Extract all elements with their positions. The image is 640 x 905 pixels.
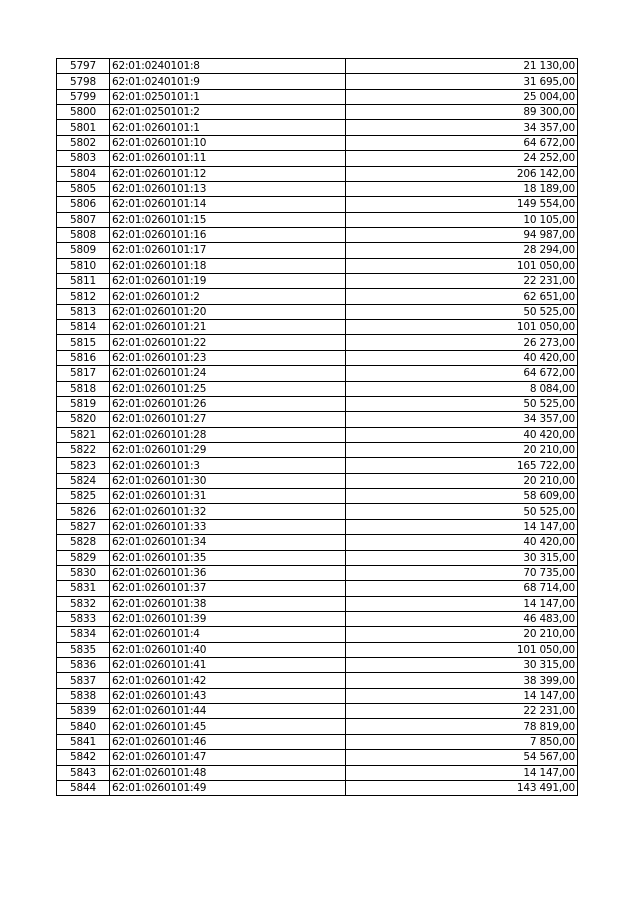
cadastral-value: 89 300,00 [346,105,578,120]
cadastral-number: 62:01:0260101:46 [110,734,346,749]
cadastral-value: 25 004,00 [346,89,578,104]
cadastral-value: 68 714,00 [346,581,578,596]
row-number: 5818 [57,381,110,396]
cadastral-value: 14 147,00 [346,765,578,780]
cadastral-value: 30 315,00 [346,658,578,673]
cadastral-number: 62:01:0260101:31 [110,489,346,504]
cadastral-value: 64 672,00 [346,135,578,150]
row-number: 5807 [57,212,110,227]
cadastral-number: 62:01:0260101:47 [110,750,346,765]
table-row [57,704,578,719]
row-number: 5801 [57,120,110,135]
row-number: 5825 [57,489,110,504]
table-row [57,688,578,703]
row-number: 5806 [57,197,110,212]
row-number: 5836 [57,658,110,673]
row-number: 5830 [57,565,110,580]
table-row [57,765,578,780]
table-row [57,535,578,550]
cadastral-number: 62:01:0260101:23 [110,350,346,365]
cadastral-number: 62:01:0260101:36 [110,565,346,580]
row-number: 5834 [57,627,110,642]
table-row [57,166,578,181]
cadastral-value: 78 819,00 [346,719,578,734]
table-row [57,289,578,304]
row-number: 5800 [57,105,110,120]
table-body [57,59,578,796]
cadastral-value: 38 399,00 [346,673,578,688]
cadastral-value: 50 525,00 [346,396,578,411]
cadastral-number: 62:01:0260101:41 [110,658,346,673]
cadastral-value: 14 147,00 [346,519,578,534]
row-number: 5829 [57,550,110,565]
table-row [57,396,578,411]
cadastral-value: 58 609,00 [346,489,578,504]
cadastral-value: 8 084,00 [346,381,578,396]
row-number: 5810 [57,258,110,273]
cadastral-number: 62:01:0260101:10 [110,135,346,150]
cadastral-value: 20 210,00 [346,473,578,488]
cadastral-value: 34 357,00 [346,120,578,135]
row-number: 5839 [57,704,110,719]
cadastral-number: 62:01:0260101:43 [110,688,346,703]
cadastral-value: 31 695,00 [346,74,578,89]
cadastral-number: 62:01:0260101:38 [110,596,346,611]
table-row [57,596,578,611]
table-row [57,258,578,273]
cadastral-number: 62:01:0260101:16 [110,227,346,242]
cadastral-value: 101 050,00 [346,320,578,335]
table-row [57,719,578,734]
table-row [57,734,578,749]
table-row [57,473,578,488]
row-number: 5833 [57,611,110,626]
table-row [57,458,578,473]
cadastral-value: 14 147,00 [346,596,578,611]
cadastral-number: 62:01:0260101:2 [110,289,346,304]
row-number: 5809 [57,243,110,258]
table-row [57,412,578,427]
row-number: 5808 [57,227,110,242]
cadastral-value: 34 357,00 [346,412,578,427]
table-row [57,780,578,795]
table-row [57,658,578,673]
cadastral-number: 62:01:0260101:19 [110,274,346,289]
cadastral-value: 70 735,00 [346,565,578,580]
cadastral-number: 62:01:0260101:26 [110,396,346,411]
row-number: 5815 [57,335,110,350]
row-number: 5821 [57,427,110,442]
cadastral-number: 62:01:0260101:39 [110,611,346,626]
cadastral-number: 62:01:0250101:2 [110,105,346,120]
table-row [57,335,578,350]
table-row [57,581,578,596]
table-row [57,212,578,227]
cadastral-value: 40 420,00 [346,427,578,442]
cadastral-number: 62:01:0260101:27 [110,412,346,427]
cadastral-number: 62:01:0260101:45 [110,719,346,734]
row-number: 5812 [57,289,110,304]
cadastral-number: 62:01:0260101:14 [110,197,346,212]
table-row [57,197,578,212]
cadastral-value: 7 850,00 [346,734,578,749]
cadastral-number: 62:01:0260101:17 [110,243,346,258]
cadastral-value: 46 483,00 [346,611,578,626]
row-number: 5797 [57,59,110,74]
cadastral-value: 101 050,00 [346,258,578,273]
cadastral-value: 40 420,00 [346,535,578,550]
cadastral-value: 26 273,00 [346,335,578,350]
row-number: 5827 [57,519,110,534]
row-number: 5823 [57,458,110,473]
cadastral-number: 62:01:0260101:48 [110,765,346,780]
row-number: 5832 [57,596,110,611]
row-number: 5805 [57,181,110,196]
cadastral-number: 62:01:0240101:9 [110,74,346,89]
table-row [57,565,578,580]
row-number: 5826 [57,504,110,519]
cadastral-number: 62:01:0260101:33 [110,519,346,534]
table-row [57,442,578,457]
cadastral-number: 62:01:0260101:25 [110,381,346,396]
table-row [57,151,578,166]
cadastral-number: 62:01:0250101:1 [110,89,346,104]
cadastral-value: 18 189,00 [346,181,578,196]
table-row [57,550,578,565]
table-row [57,74,578,89]
table-row [57,105,578,120]
row-number: 5803 [57,151,110,166]
row-number: 5813 [57,304,110,319]
cadastral-value: 22 231,00 [346,274,578,289]
cadastral-value: 149 554,00 [346,197,578,212]
table-row [57,59,578,74]
row-number: 5842 [57,750,110,765]
table-row [57,673,578,688]
row-number: 5817 [57,366,110,381]
row-number: 5840 [57,719,110,734]
cadastral-value-table [56,58,578,796]
row-number: 5804 [57,166,110,181]
cadastral-value: 50 525,00 [346,304,578,319]
table-row [57,320,578,335]
row-number: 5828 [57,535,110,550]
cadastral-number: 62:01:0260101:37 [110,581,346,596]
table-row [57,243,578,258]
row-number: 5814 [57,320,110,335]
cadastral-number: 62:01:0260101:35 [110,550,346,565]
table-row [57,366,578,381]
cadastral-number: 62:01:0260101:3 [110,458,346,473]
row-number: 5838 [57,688,110,703]
table-row [57,181,578,196]
cadastral-value: 50 525,00 [346,504,578,519]
row-number: 5820 [57,412,110,427]
cadastral-number: 62:01:0260101:28 [110,427,346,442]
cadastral-value: 54 567,00 [346,750,578,765]
cadastral-number: 62:01:0260101:12 [110,166,346,181]
cadastral-value: 24 252,00 [346,151,578,166]
row-number: 5819 [57,396,110,411]
row-number: 5811 [57,274,110,289]
cadastral-number: 62:01:0260101:4 [110,627,346,642]
row-number: 5802 [57,135,110,150]
cadastral-value: 14 147,00 [346,688,578,703]
cadastral-value: 206 142,00 [346,166,578,181]
row-number: 5843 [57,765,110,780]
cadastral-value: 20 210,00 [346,442,578,457]
row-number: 5799 [57,89,110,104]
cadastral-number: 62:01:0260101:32 [110,504,346,519]
table-row [57,350,578,365]
cadastral-number: 62:01:0260101:44 [110,704,346,719]
row-number: 5824 [57,473,110,488]
table-row [57,489,578,504]
cadastral-number: 62:01:0260101:13 [110,181,346,196]
cadastral-number: 62:01:0260101:34 [110,535,346,550]
cadastral-value: 28 294,00 [346,243,578,258]
row-number: 5841 [57,734,110,749]
row-number: 5835 [57,642,110,657]
cadastral-number: 62:01:0260101:15 [110,212,346,227]
cadastral-number: 62:01:0260101:21 [110,320,346,335]
table-row [57,427,578,442]
cadastral-value: 64 672,00 [346,366,578,381]
cadastral-number: 62:01:0260101:30 [110,473,346,488]
table-row [57,519,578,534]
cadastral-value: 30 315,00 [346,550,578,565]
cadastral-number: 62:01:0260101:42 [110,673,346,688]
row-number: 5798 [57,74,110,89]
row-number: 5816 [57,350,110,365]
cadastral-number: 62:01:0260101:22 [110,335,346,350]
row-number: 5831 [57,581,110,596]
table-row [57,642,578,657]
cadastral-number: 62:01:0260101:49 [110,780,346,795]
cadastral-number: 62:01:0260101:29 [110,442,346,457]
table-row [57,89,578,104]
row-number: 5837 [57,673,110,688]
cadastral-value: 20 210,00 [346,627,578,642]
cadastral-value: 101 050,00 [346,642,578,657]
cadastral-number: 62:01:0260101:1 [110,120,346,135]
table-row [57,627,578,642]
table-row [57,750,578,765]
cadastral-value: 21 130,00 [346,59,578,74]
table-row [57,274,578,289]
table-row [57,304,578,319]
row-number: 5844 [57,780,110,795]
table-row [57,504,578,519]
row-number: 5822 [57,442,110,457]
cadastral-value: 40 420,00 [346,350,578,365]
cadastral-number: 62:01:0260101:20 [110,304,346,319]
table-row [57,611,578,626]
cadastral-number: 62:01:0260101:24 [110,366,346,381]
table-row [57,135,578,150]
cadastral-value: 94 987,00 [346,227,578,242]
cadastral-number: 62:01:0260101:11 [110,151,346,166]
cadastral-value: 22 231,00 [346,704,578,719]
cadastral-number: 62:01:0260101:40 [110,642,346,657]
cadastral-value: 143 491,00 [346,780,578,795]
cadastral-value: 165 722,00 [346,458,578,473]
table-row [57,120,578,135]
cadastral-value: 10 105,00 [346,212,578,227]
cadastral-value: 62 651,00 [346,289,578,304]
cadastral-number: 62:01:0240101:8 [110,59,346,74]
table-row [57,227,578,242]
cadastral-number: 62:01:0260101:18 [110,258,346,273]
table-row [57,381,578,396]
